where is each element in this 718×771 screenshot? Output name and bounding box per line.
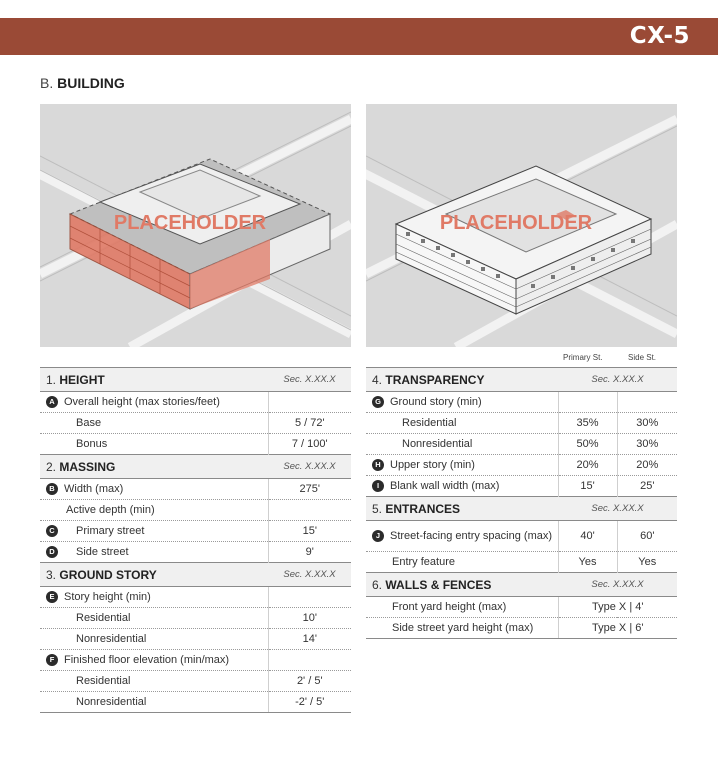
- row-value-primary: 35%: [558, 413, 617, 434]
- section-number: 6.: [372, 577, 383, 592]
- row-label: Overall height (max stories/feet): [64, 395, 220, 408]
- row-label: Entry feature: [366, 552, 558, 573]
- section-number: 1.: [46, 372, 57, 387]
- placeholder-label-left: PLACEHOLDER: [113, 212, 267, 234]
- table-row: [366, 476, 677, 497]
- table-row: [40, 479, 351, 500]
- row-label: Blank wall width (max): [390, 479, 500, 492]
- row-value-side: Yes: [617, 552, 677, 573]
- section-number: 3.: [46, 567, 57, 582]
- header-band: [0, 18, 718, 55]
- badge-g: G: [372, 396, 384, 408]
- row-value: 5 / 72': [268, 413, 351, 434]
- right-spec-table: [366, 367, 677, 639]
- table-row: [40, 629, 351, 650]
- row-value-side: 30%: [617, 434, 677, 455]
- table-row: [40, 521, 351, 542]
- row-value-side: 25': [617, 476, 677, 497]
- left-spec-table: [40, 367, 351, 713]
- section-label: HEIGHT: [59, 372, 105, 387]
- table-row: [40, 500, 351, 521]
- table-row: [40, 608, 351, 629]
- row-value-primary: 15': [558, 476, 617, 497]
- row-label: Front yard height (max): [366, 597, 558, 618]
- section-ref: Sec. X.XX.X: [268, 368, 351, 392]
- section-label: WALLS & FENCES: [385, 577, 492, 592]
- row-value-primary: Yes: [558, 552, 617, 573]
- badge-c: C: [46, 525, 58, 537]
- section-number: 4.: [372, 372, 383, 387]
- section-label: TRANSPARENCY: [385, 372, 485, 387]
- row-value: 2' / 5': [268, 671, 351, 692]
- section-label: MASSING: [59, 459, 116, 474]
- badge-h: H: [372, 459, 384, 471]
- section-label: ENTRANCES: [385, 501, 461, 516]
- row-value: 10': [268, 608, 351, 629]
- row-value-primary: 50%: [558, 434, 617, 455]
- table-row: [40, 587, 351, 608]
- section-header-entrances: [366, 497, 677, 521]
- table-row: [366, 597, 677, 618]
- row-label: Story height (min): [64, 590, 151, 603]
- section-title: [40, 75, 125, 91]
- row-label: Nonresidential: [40, 629, 268, 650]
- badge-j: J: [372, 530, 384, 542]
- table-row: [366, 552, 677, 573]
- building-illustration: [366, 104, 677, 347]
- badge-a: A: [46, 396, 58, 408]
- section-ref: Sec. X.XX.X: [558, 573, 677, 597]
- row-label: Side street: [76, 545, 129, 558]
- row-value: Type X | 6': [558, 618, 677, 639]
- row-label: Width (max): [64, 482, 124, 495]
- row-label: Side street yard height (max): [366, 618, 558, 639]
- row-value: 9': [268, 542, 351, 563]
- row-value-primary: 20%: [558, 455, 617, 476]
- column-head-primary: Primary St.: [563, 353, 603, 362]
- row-label: Active depth (min): [40, 500, 268, 521]
- section-number: 2.: [46, 459, 57, 474]
- row-value-side: 60': [617, 521, 677, 552]
- section-name: BUILDING: [57, 75, 125, 91]
- table-row: [366, 392, 677, 413]
- section-header-massing: [40, 455, 351, 479]
- section-label: GROUND STORY: [59, 567, 157, 582]
- badge-d: D: [46, 546, 58, 558]
- section-ref: Sec. X.XX.X: [558, 368, 677, 392]
- section-ref: Sec. X.XX.X: [268, 563, 351, 587]
- table-row: [40, 542, 351, 563]
- section-ref: Sec. X.XX.X: [268, 455, 351, 479]
- badge-f: F: [46, 654, 58, 666]
- table-row: [40, 671, 351, 692]
- row-value: 275': [268, 479, 351, 500]
- table-row: [40, 434, 351, 455]
- row-label: Primary street: [76, 524, 145, 537]
- section-header-ground-story: [40, 563, 351, 587]
- badge-i: I: [372, 480, 384, 492]
- table-row: [40, 692, 351, 713]
- table-row: [40, 413, 351, 434]
- row-value-primary: 40': [558, 521, 617, 552]
- row-label: Nonresidential: [366, 434, 558, 455]
- table-row: [366, 455, 677, 476]
- section-header-walls-fences: [366, 573, 677, 597]
- row-label: Residential: [40, 608, 268, 629]
- badge-e: E: [46, 591, 58, 603]
- row-value: 14': [268, 629, 351, 650]
- table-row: [40, 650, 351, 671]
- row-label: Upper story (min): [390, 458, 475, 471]
- section-number: 5.: [372, 501, 383, 516]
- row-value: Type X | 4': [558, 597, 677, 618]
- section-ref: Sec. X.XX.X: [558, 497, 677, 521]
- badge-b: B: [46, 483, 58, 495]
- section-header-transparency: [366, 368, 677, 392]
- table-row: [40, 392, 351, 413]
- row-label: Ground story (min): [390, 395, 482, 408]
- placeholder-label-right: PLACEHOLDER: [439, 212, 593, 234]
- row-value-side: 20%: [617, 455, 677, 476]
- table-row: [366, 413, 677, 434]
- row-label: Residential: [366, 413, 558, 434]
- row-label: Nonresidential: [40, 692, 268, 713]
- table-row: [366, 521, 677, 552]
- column-head-side: Side St.: [628, 353, 657, 362]
- row-label: Finished floor elevation (min/max): [64, 653, 230, 666]
- row-label: Street-facing entry spacing (max): [390, 529, 553, 542]
- section-prefix: B.: [40, 75, 54, 91]
- row-label: Bonus: [40, 434, 268, 455]
- row-value: 15': [268, 521, 351, 542]
- table-row: [366, 618, 677, 639]
- section-header-height: [40, 368, 351, 392]
- row-label: Residential: [40, 671, 268, 692]
- row-value: 7 / 100': [268, 434, 351, 455]
- massing-illustration: [40, 104, 351, 347]
- district-code: CX-5: [629, 23, 690, 49]
- table-row: [366, 434, 677, 455]
- row-value-side: 30%: [617, 413, 677, 434]
- row-value: -2' / 5': [268, 692, 351, 713]
- row-label: Base: [40, 413, 268, 434]
